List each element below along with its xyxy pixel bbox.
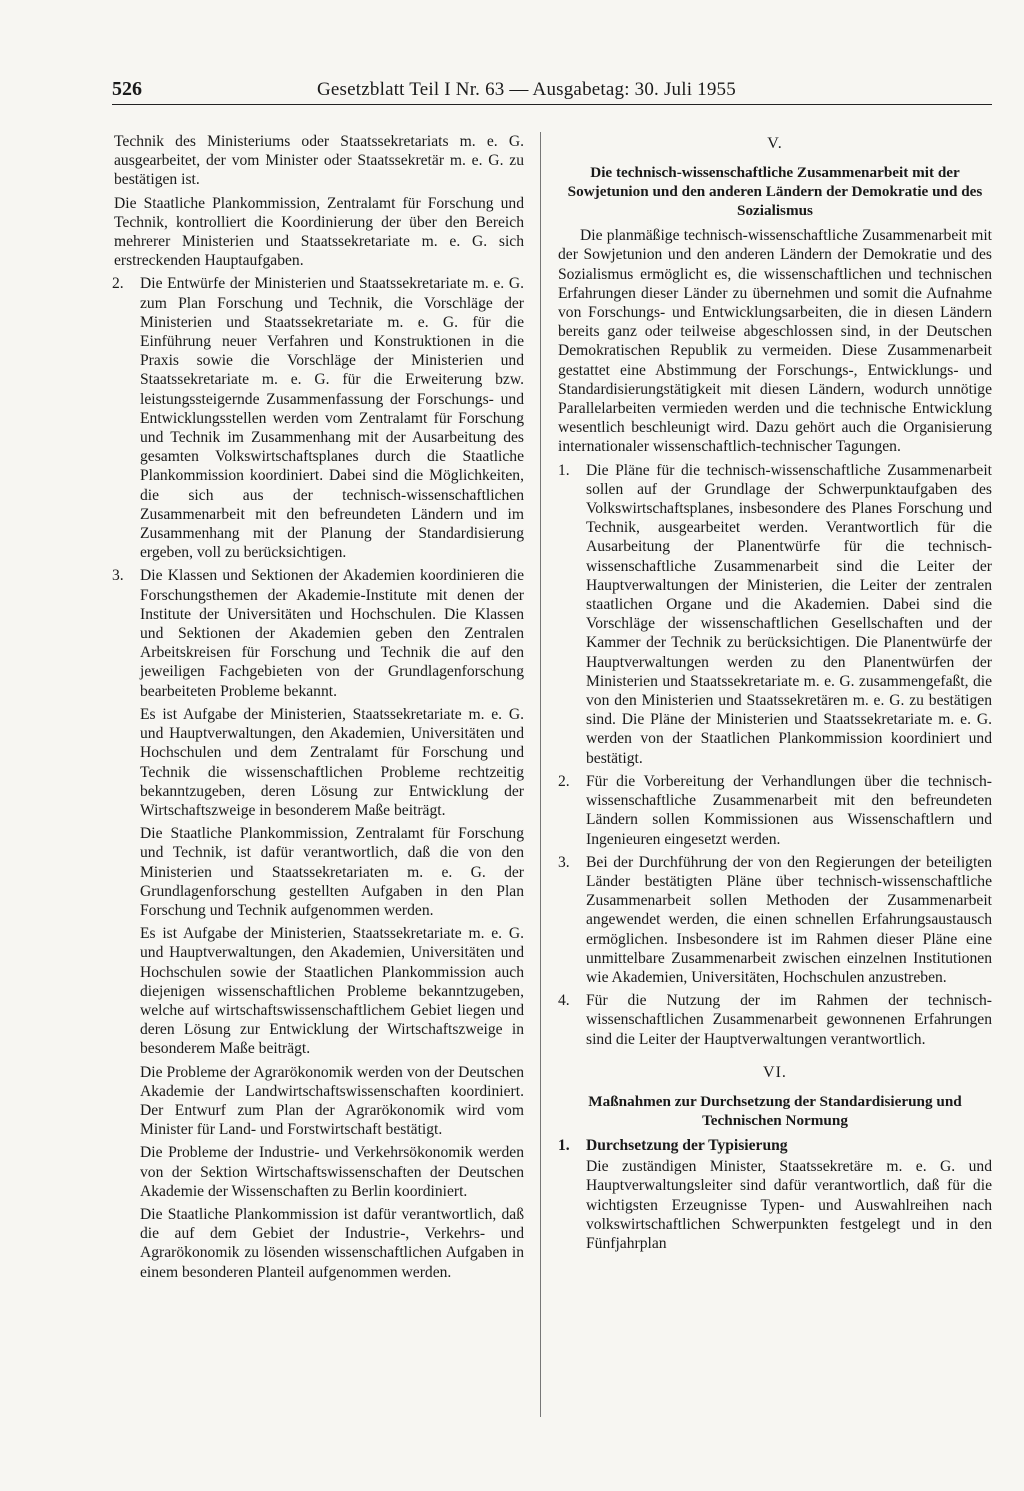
page-number: 526	[112, 78, 142, 100]
item-text: Bei der Durchführung der von den Regierungen der beteiligten Länder bestätigten Pläne über technisch-wissenschaftliche Zusammenarbeit sollen Methoden der Zusammenarbeit angewendet werden, die einen schnellen Erfahrungsaustausch ermöglichen. Insbesondere ist im Rahmen dieser Pläne eine unmittelbare Zusammenarbeit zwischen einzelnen Institutionen wie Akademien, Universitäten, Hochschulen anzustreben.	[586, 853, 992, 986]
item-text: Die Pläne für die technisch-wissenschaftliche Zusammenarbeit sollen auf der Grundlage der Schwerpunktaufgaben des Volkswirtschaftsplanes, insbesondere des Planes Forschung und Technik, ausgearbeitet werden. Verantwortlich für die Ausarbeitung der Planentwürfe für die technisch-wissenschaftliche Zusammenarbeit sind die Leiter der Hauptverwaltungen der Ministerien, die Leiter der zentralen staatlichen Organe und die Akademien. Dabei sind die Vorschläge der wissenschaftlichen Gesellschaften und der Kammer der Technik zu berücksichtigen. Die Planentwürfe der Hauptverwaltungen werden zu den Planentwürfen der Ministerien und Staatssekretariate m. e. G. zusammengefaßt, die von den Ministerien und Staatssekretären m. e. G. zu bestätigen sind. Die Pläne der Ministerien und Staatssekretariate m. e. G. werden von der Staatlichen Plankommission koordiniert und bestätigt.	[586, 461, 992, 767]
section-heading: Maßnahmen zur Durchsetzung der Standardisierung und Technischen Normung	[588, 1092, 962, 1129]
item-text: Es ist Aufgabe der Ministerien, Staatssekretariate m. e. G. und Hauptverwaltungen, den Akademien, Universitäten und Hochschulen und dem Zentralamt für Forschung und Technik die wissenschaftlichen Probleme rechtzeitig bekanntzugeben, deren Lösung zur Entwicklung der Wirtschaftszweige in besonderem Maße beiträgt.	[140, 705, 524, 819]
list-item-1	[558, 461, 992, 768]
continued-paragraph: Technik des Ministeriums oder Staatssekretariats m. e. G. ausgearbeitet, der vom Minister oder Staatssekretär m. e. G. zu bestätigen ist.	[114, 133, 524, 189]
item-number: 4.	[558, 992, 570, 1010]
list-item-2	[558, 772, 992, 849]
item-text: Die Probleme der Agrarökonomik werden von der Deutschen Akademie der Landwirtschaftswissenschaften koordiniert. Der Entwurf zum Plan der Agrarökonomik wird vom Minister für Land- und Forstwirtschaft bestätigt.	[140, 1063, 524, 1139]
subsection-heading	[558, 1136, 992, 1155]
column-divider	[540, 132, 541, 1417]
list-item-4	[558, 991, 992, 1049]
item-text: Die Probleme der Industrie- und Verkehrsökonomik werden von der Sektion Wirtschaftswissenschaften der Deutschen Akademie der Wissenschaften zu Berlin koordiniert.	[140, 1144, 524, 1200]
item-number: 2.	[112, 275, 124, 293]
item-text: Für die Vorbereitung der Verhandlungen über die technisch-wissenschaftliche Zusammenarbeit mit den befreundeten Ländern sollen Kommissionen aus Wissenschaftlern und Ingenieuren eingesetzt werden.	[586, 772, 992, 848]
item-text: Die Klassen und Sektionen der Akademien koordinieren die Forschungsthemen der Akademie-Institute mit denen der Institute der Universitäten und Hochschulen. Die Klassen und Sektionen der Akademien geben den Zentralen Arbeitskreisen für Forschung und Technik die auf den jeweiligen Fachgebieten von der Grundlagenforschung bearbeiteten Probleme bekannt.	[140, 567, 524, 700]
running-title: Gesetzblatt Teil I Nr. 63 — Ausgabetag: 30. Juli 1955	[317, 79, 736, 100]
left-column	[112, 132, 524, 1286]
item-number: 1.	[558, 461, 570, 479]
item-text: Die Entwürfe der Ministerien und Staatssekretariate m. e. G. zum Plan Forschung und Technik, die Vorschläge der Ministerien und Staatssekretariate m. e. G. für die Einführung neuer Verfahren und Konstruktionen in die Praxis sowie die Vorschläge der Ministerien und Staatssekretariate m. e. G. für die Erweiterung bzw. leistungssteigernde Zusammenfassung der Forschungs- und Entwicklungsstellen werden vom Zentralamt für Forschung und Technik im Zusammenhang mit der Ausarbeitung des gesamten Volkswirtschaftsplanes durch die Staatliche Plankommission koordiniert. Dabei sind die Möglichkeiten, die sich aus der technisch-wissenschaftlichen Zusammenarbeit mit den befreundeten Ländern und im Zusammenhang mit der Planung der Standardisierung ergeben, voll zu berücksichtigen.	[140, 275, 524, 562]
paragraph: Die Staatliche Plankommission, Zentralamt für Forschung und Technik, kontrolliert die Koordinierung der über den Bereich mehrerer Ministerien und Staatssekretariate m. e. G. sich erstreckenden Hauptaufgaben.	[114, 194, 524, 270]
item-text: Die Staatliche Plankommission ist dafür verantwortlich, daß die auf dem Gebiet der Industrie-, Verkehrs- und Agrarökonomik zu lösenden wissenschaftlichen Aufgaben in einem besonderen Planteil aufgenommen werden.	[140, 1205, 524, 1281]
section-numeral: VI.	[763, 1063, 787, 1081]
section-heading: Die technisch-wissenschaftliche Zusammenarbeit mit der Sowjetunion und den anderen Ländern der Demokratie und des Sozialismus	[567, 164, 983, 220]
item-text: Es ist Aufgabe der Ministerien, Staatssekretariate m. e. G. und Hauptverwaltungen, den Akademien, Universitäten und Hochschulen sowie der Staatlichen Plankommission auch diejenigen wissenschaftlichen Probleme bekanntzugeben, welche auf wirtschaftswissenschaftlichem Gebiet liegen und deren Lösung zur Entwicklung der Wirtschaftszweige in besonderem Maße beiträgt.	[140, 925, 524, 1058]
item-text: Die zuständigen Minister, Staatssekretäre m. e. G. und Hauptverwaltungsleiter sind dafür verantwortlich, daß für die wichtigsten Erzeugnisse Typen- und Auswahlreihen nach volkswirtschaftlichen Schwerpunkten festgelegt und in den Fünfjahrplan	[586, 1158, 992, 1252]
item-number: 3.	[558, 853, 570, 871]
item-text: Die Staatliche Plankommission, Zentralamt für Forschung und Technik, ist dafür verantwortlich, daß die von den Ministerien und Staatssekretariaten m. e. G. der Grundlagenforschung gestellten Aufgaben in den Plan Forschung und Technik aufgenommen werden.	[140, 825, 524, 919]
list-item-2	[112, 274, 524, 562]
list-item-3	[558, 853, 992, 987]
section-intro: Die planmäßige technisch-wissenschaftliche Zusammenarbeit mit der Sowjetunion und den anderen Ländern der Demokratie und des Sozialismus ermöglicht es, die wissenschaftlichen und technischen Erfahrungen dieser Länder zu übernehmen und somit die Aufnahme von Forschungs- und Entwicklungsarbeiten, die in diesen Ländern bereits ganz oder teilweise abgeschlossen sind, in der Deutschen Demokratischen Republik zu vermeiden. Diese Zusammenarbeit gestattet eine Abstimmung der Forschungs-, Entwicklungs- und Standardisierungstätigkeit mit diesen Ländern, wodurch unnötige Parallelarbeiten vermieden werden und die technische Entwicklung wesentlich beschleunigt wird. Dazu gehört auch die Organisierung internationaler wissenschaftlich-technischer Tagungen.	[558, 227, 992, 456]
subsection-title: Durchsetzung der Typisierung	[586, 1136, 788, 1154]
page-header	[112, 78, 992, 105]
item-number: 3.	[112, 567, 124, 585]
item-text: Für die Nutzung der im Rahmen der technisch-wissenschaftlichen Zusammenarbeit gewonnenen Erfahrungen sind die Leiter der Hauptverwaltungen verantwortlich.	[586, 992, 992, 1048]
right-column	[558, 132, 992, 1257]
subsection-body	[558, 1157, 992, 1253]
list-item-3	[112, 566, 524, 1281]
item-number: 2.	[558, 772, 570, 790]
subsection-number: 1.	[558, 1136, 570, 1154]
section-numeral: V.	[767, 135, 783, 152]
